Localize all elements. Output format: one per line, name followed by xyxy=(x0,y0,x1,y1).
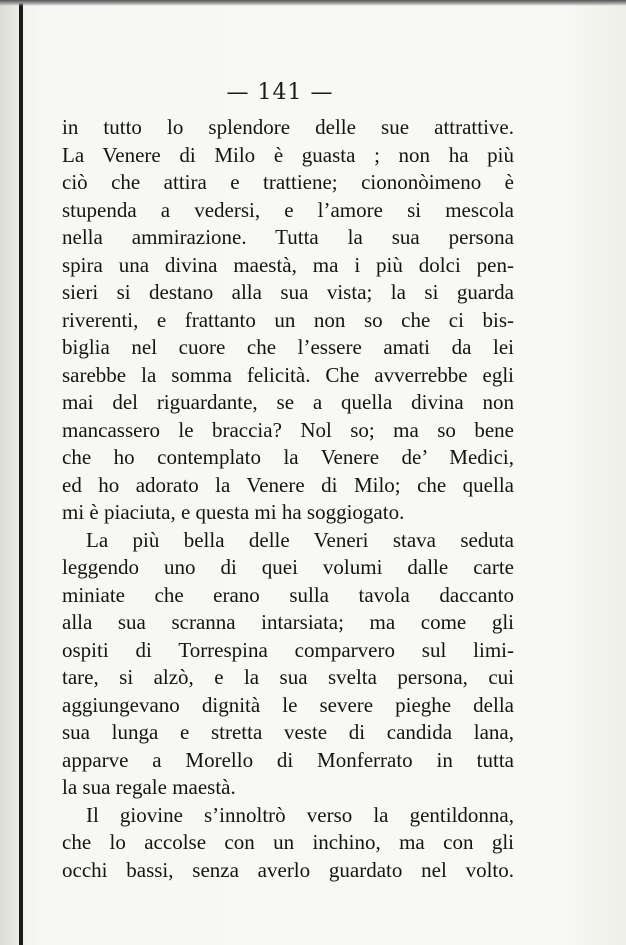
text-line: alla sua scranna intarsiata; ma come gli xyxy=(62,610,514,634)
text-line: mancassero le braccia? Nol so; ma so bene xyxy=(62,417,514,442)
text-line: sarebbe la somma felicità. Che avverrebbe egli xyxy=(62,362,514,387)
binding-edge xyxy=(19,0,23,945)
text-line: biglia nel cuore che l’essere amati da lei xyxy=(62,335,514,359)
text-line: spira una divina maestà, ma i più dolci pen- xyxy=(62,252,514,277)
text-line: la sua regale maestà. xyxy=(62,775,236,799)
text-line: apparve a Morello di Monferrato in tutta xyxy=(62,747,514,772)
left-page-margin xyxy=(0,0,19,945)
text-line: mai del riguardante, se a quella divina non xyxy=(62,390,514,414)
text-line: ed ho adorato la Venere di Milo; che quella xyxy=(62,472,514,497)
text-line: in tutto lo splendore delle sue attrattive. xyxy=(62,115,514,139)
text-line: mi è piaciuta, e questa mi ha soggiogato. xyxy=(62,500,405,524)
text-line: leggendo uno di quei volumi dalle carte xyxy=(62,555,514,579)
text-line: miniate che erano sulla tavola daccanto xyxy=(62,582,514,607)
text-line: che lo accolse con un inchino, ma con gli xyxy=(62,830,514,854)
text-line: sieri si destano alla sua vista; la si guarda xyxy=(62,280,514,304)
text-line: La più bella delle Veneri stava seduta xyxy=(86,527,514,552)
text-line: stupenda a vedersi, e l’amore si mescola xyxy=(62,197,514,222)
text-line: sua lunga e stretta veste di candida lana, xyxy=(62,720,514,744)
text-line: La Venere di Milo è guasta ; non ha più xyxy=(62,142,514,167)
text-line: nella ammirazione. Tutta la sua persona xyxy=(62,225,514,249)
text-line: occhi bassi, senza averlo guardato nel volto. xyxy=(62,857,514,882)
body-text xyxy=(62,114,514,884)
text-line: che ho contemplato la Venere de’ Medici, xyxy=(62,445,514,469)
top-page-edge xyxy=(0,0,626,6)
text-line: Il giovine s’innoltrò verso la gentildonna, xyxy=(86,802,514,827)
text-line: aggiungevano dignità le severe pieghe della xyxy=(62,692,514,717)
text-line: ciò che attira e trattiene; ciononòimeno è xyxy=(62,170,514,194)
text-line: ospiti di Torrespina comparvero sul limi- xyxy=(62,637,514,662)
page-number: — 141 — xyxy=(226,80,334,105)
text-line: tare, si alzò, e la sua svelta persona, cui xyxy=(62,665,514,689)
text-line: riverenti, e frattanto un non so che ci bis- xyxy=(62,307,514,332)
